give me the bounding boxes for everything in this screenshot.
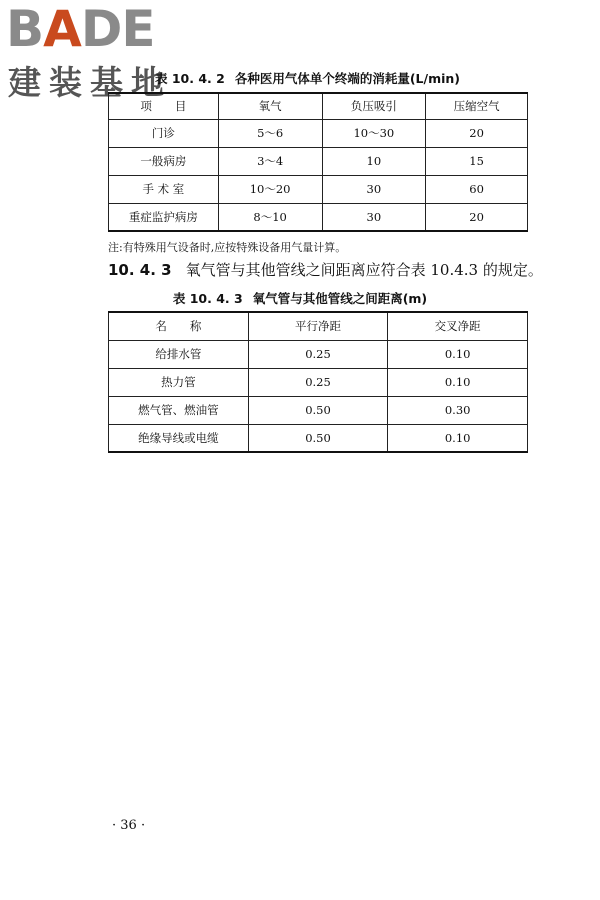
watermark-logo-chinese: 建装基地 [8, 63, 172, 102]
table-cell: 燃气管、燃油管 [109, 396, 249, 424]
table1-number: 表 10. 4. 2 [155, 71, 225, 86]
table-cell: 0.25 [248, 340, 388, 368]
table-cell: 0.25 [248, 368, 388, 396]
table-cell: 3～4 [218, 147, 322, 175]
table-cell: 8～10 [218, 203, 322, 231]
column-header: 负压吸引 [322, 93, 426, 119]
column-header: 名 称 [109, 312, 249, 340]
column-header: 氧气 [218, 93, 322, 119]
table-cell: 30 [322, 203, 426, 231]
table-cell: 重症监护病房 [109, 203, 219, 231]
watermark-letter-accent: A [43, 0, 81, 58]
table-cell: 绝缘导线或电缆 [109, 424, 249, 452]
table-row [109, 368, 528, 396]
table-row [109, 175, 528, 203]
column-header: 交叉净距 [388, 312, 528, 340]
table2-title: 氧气管与其他管线之间距离(m) [252, 291, 428, 306]
table1-note: 注:有特殊用气设备时,应按特殊设备用气量计算。 [108, 241, 347, 254]
gas-consumption-table [108, 92, 528, 232]
watermark-logo [6, 0, 174, 104]
table-header-row [109, 93, 528, 119]
table-cell: 60 [426, 175, 528, 203]
pipe-distance-table [108, 311, 528, 453]
page-number: · 36 · [112, 818, 146, 833]
table-cell: 门诊 [109, 119, 219, 147]
watermark-logo-letters [6, 0, 155, 58]
table2-caption [100, 289, 500, 307]
table-row [109, 396, 528, 424]
table-cell: 手 术 室 [109, 175, 219, 203]
table-cell: 给排水管 [109, 340, 249, 368]
table-cell: 0.10 [388, 424, 528, 452]
table-cell: 0.30 [388, 396, 528, 424]
table1-title: 各种医用气体单个终端的消耗量(L/min) [234, 71, 461, 86]
table-row [109, 424, 528, 452]
table-cell: 0.50 [248, 424, 388, 452]
table-cell: 0.50 [248, 396, 388, 424]
table2-number: 表 10. 4. 3 [172, 291, 243, 306]
table-cell: 一般病房 [109, 147, 219, 175]
column-header: 压缩空气 [426, 93, 528, 119]
table-cell: 10～20 [218, 175, 322, 203]
table-cell: 10 [322, 147, 426, 175]
table-row [109, 147, 528, 175]
clause-paragraph [108, 259, 543, 280]
column-header: 项 目 [109, 93, 219, 119]
table1-caption [155, 69, 495, 87]
table-cell: 热力管 [109, 368, 249, 396]
watermark-letter: DE [80, 0, 155, 58]
column-header: 平行净距 [248, 312, 388, 340]
table-cell: 10～30 [322, 119, 426, 147]
table-cell: 5～6 [218, 119, 322, 147]
table-cell: 15 [426, 147, 528, 175]
table-cell: 20 [426, 119, 528, 147]
table-cell: 30 [322, 175, 426, 203]
clause-text: 氧气管与其他管线之间距离应符合表 10.4.3 的规定。 [185, 261, 543, 279]
table-row [109, 119, 528, 147]
table-row [109, 340, 528, 368]
table-cell: 0.10 [388, 340, 528, 368]
clause-number: 10. 4. 3 [108, 261, 172, 279]
table-cell: 0.10 [388, 368, 528, 396]
table-cell: 20 [426, 203, 528, 231]
table-header-row [109, 312, 528, 340]
table-row [109, 203, 528, 231]
watermark-letter: B [6, 0, 44, 58]
